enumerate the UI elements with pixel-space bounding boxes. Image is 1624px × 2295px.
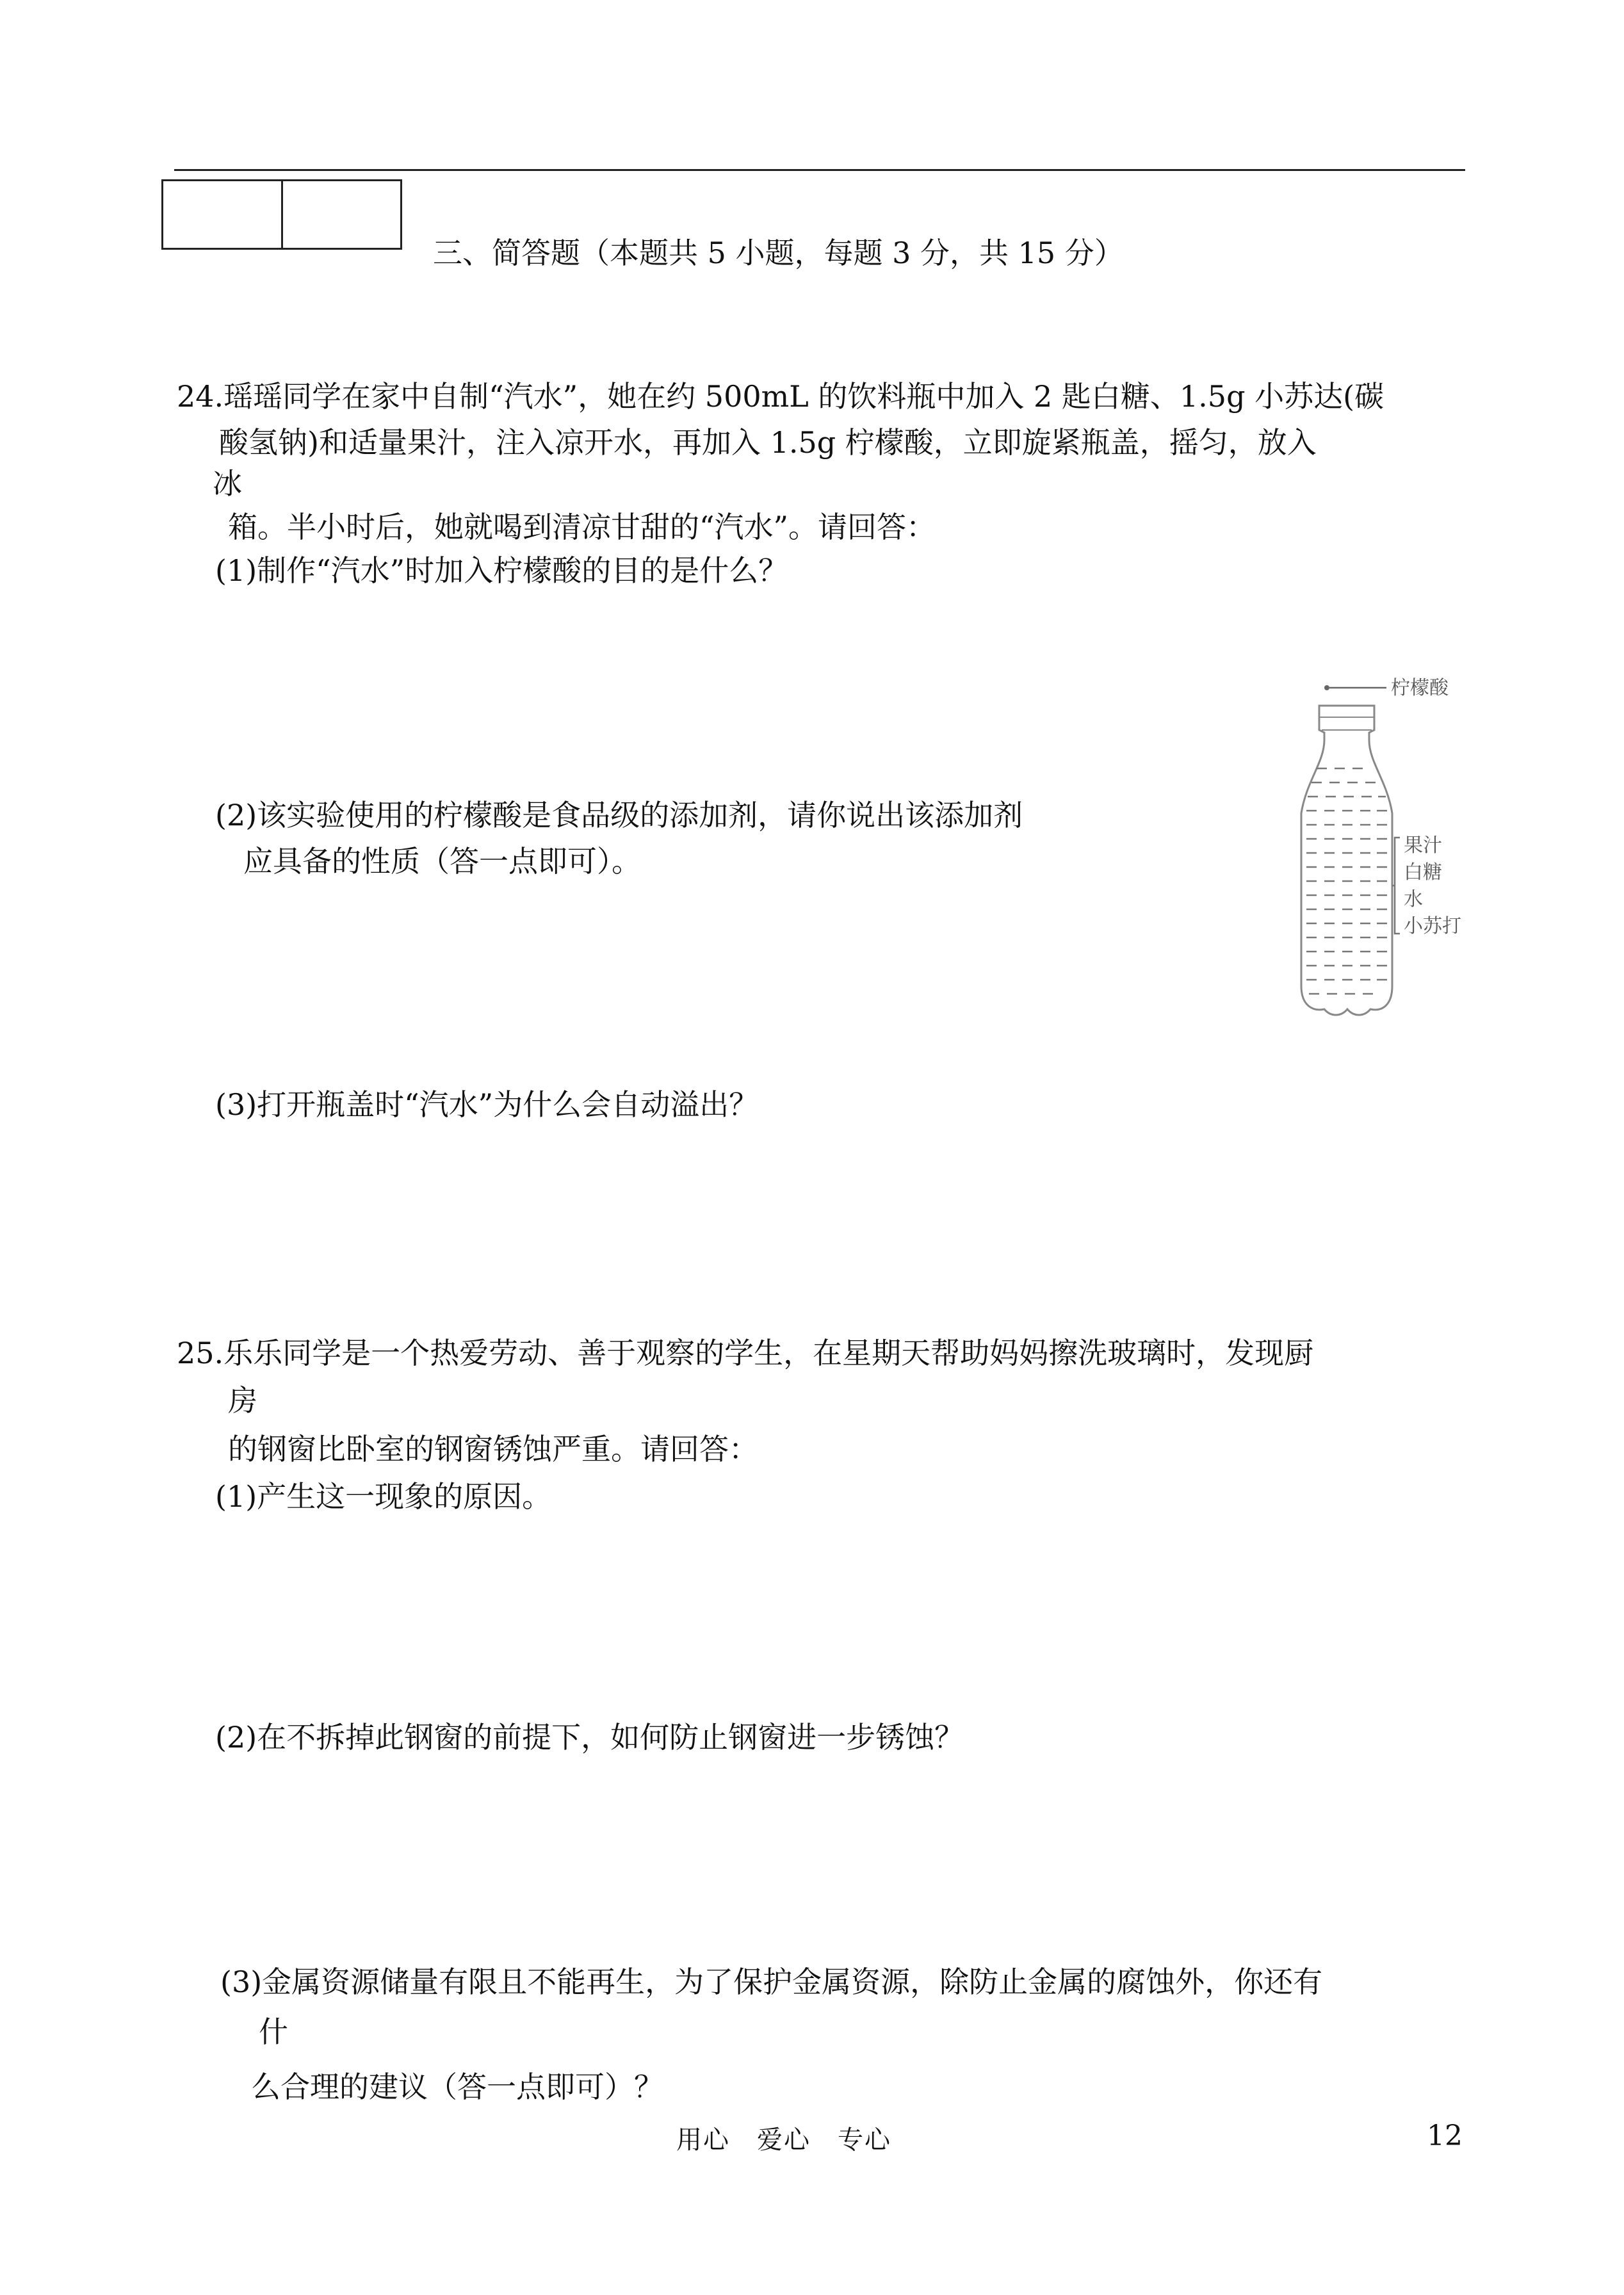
q24-sub3: (3)打开瓶盖时“汽水”为什么会自动溢出？: [215, 1087, 759, 1122]
q24-stem-line2: 酸氢钠)和适量果汁，注入凉开水，再加入 1.5g 柠檬酸，立即旋紧瓶盖，摇匀，放入: [219, 425, 1317, 460]
q24-sub2-line1: (2)该实验使用的柠檬酸是食品级的添加剂，请你说出该添加剂: [215, 798, 1023, 832]
footer-slogan: 用心 爱心 专心: [676, 2125, 891, 2155]
q25-stem-line2: 房: [228, 1383, 257, 1418]
q25-sub3-line1: (3)金属资源储量有限且不能再生，为了保护金属资源，除防止金属的腐蚀外，你还有: [220, 1965, 1323, 1999]
q25-sub2: (2)在不拆掉此钢窗的前提下，如何防止钢窗进一步锈蚀？: [215, 1720, 964, 1755]
bottle-figure: [1255, 666, 1524, 1025]
q25-stem-line3: 的钢窗比卧室的钢窗锈蚀严重。请回答：: [228, 1432, 758, 1466]
q24-sub2-line2: 应具备的性质（答一点即可）。: [243, 844, 641, 879]
label-juice: 果汁: [1404, 834, 1442, 857]
label-citric-acid: 柠檬酸: [1391, 677, 1449, 699]
score-cell-pingjuanren: [281, 181, 401, 248]
score-cell-defen: [163, 181, 281, 248]
q24-stem-line3: 冰: [213, 466, 242, 501]
bottle-outline: [1301, 706, 1392, 1015]
q25-sub3-line2: 什: [259, 2015, 288, 2049]
q25-stem-line1: 25.乐乐同学是一个热爱劳动、善于观察的学生，在星期天帮助妈妈擦洗玻璃时，发现厨: [177, 1336, 1314, 1370]
label-water: 水: [1404, 888, 1423, 911]
bottle-liquid-dashes: [1306, 768, 1387, 994]
citric-acid-pointer-dot: [1324, 685, 1329, 690]
top-rule: [174, 169, 1465, 171]
contents-bracket: [1395, 838, 1400, 934]
q24-stem-line4: 箱。半小时后，她就喝到清凉甘甜的“汽水”。请回答：: [228, 510, 936, 544]
q25-sub1: (1)产生这一现象的原因。: [215, 1479, 552, 1514]
label-sugar: 白糖: [1404, 861, 1442, 884]
page-number: 12: [1427, 2120, 1463, 2152]
label-baking-soda: 小苏打: [1404, 915, 1461, 937]
q24-sub1: (1)制作“汽水”时加入柠檬酸的目的是什么？: [215, 553, 788, 588]
q24-stem-line1: 24.瑶瑶同学在家中自制“汽水”，她在约 500mL 的饮料瓶中加入 2 匙白糖、1.5g 小苏达(碳: [177, 379, 1384, 414]
section-heading: 三、简答题（本题共 5 小题，每题 3 分，共 15 分）: [433, 236, 1124, 270]
score-box: [161, 179, 402, 250]
q25-sub3-line3: 么合理的建议（答一点即可）？: [251, 2070, 663, 2104]
